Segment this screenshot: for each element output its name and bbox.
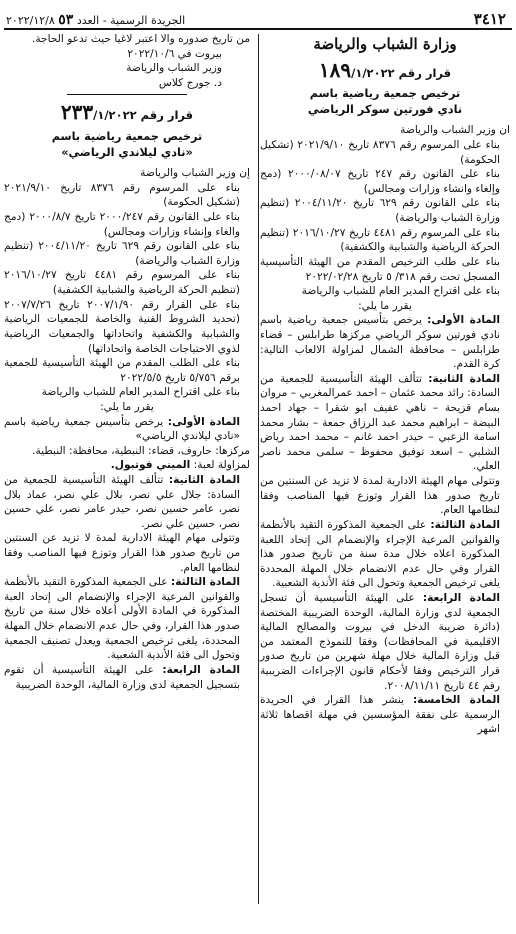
ministry-title: وزارة الشباب والرياضة	[313, 35, 457, 53]
license-title-line2: نادي فورتين سوكر الرياضي	[307, 102, 463, 116]
decides-line: يقرر ما يلي:	[358, 299, 412, 312]
article-3	[4, 575, 250, 663]
article-text: على الجمعية المذكورة التقيد بالأنظمة والقوانين المرعية الإجراء والإنضمام الى إتحاد اللعبة المذكورة اعلاه خلال مدة سنة من تاريخ صدور هذا القرار وفي حال عدم الانضمام خلال المهلة المحددة يلغى ترخيص الجمعية وتحول الى فئة الأندية الشعبية.	[260, 518, 500, 590]
column-divider	[258, 34, 259, 904]
preamble-item: بناء على اقتراح المدير العام للشباب والرياضة	[41, 386, 240, 399]
decree-suffix: /١/٢٠٢٢	[93, 108, 137, 123]
article-label: المادة الرابعة:	[162, 663, 240, 676]
preamble-item: بناء على المرسوم رقم ٨٣٧٦ تاريخ ٢٠٢١/٩/١٠ (تشكيل الحكومة)	[260, 139, 500, 166]
article-4	[4, 663, 250, 692]
article-text: يرخص بتأسيس جمعية رياضية باسم «نادي ليلاندي الرياضي»	[4, 415, 240, 443]
decree-num: ٢٣٣	[60, 100, 94, 125]
article-3	[260, 518, 510, 591]
article-4	[260, 591, 510, 693]
article-label: المادة الرابعة:	[422, 591, 500, 604]
preamble-item: بناء على المرسوم رقم ٨٣٧٦ تاريخ ٢٠٢١/٩/١٠ (تشكيل الحكومة)	[4, 181, 240, 209]
preamble-item: بناء على المرسوم رقم ٤٤٨١ تاريخ ٢٠١٦/١٠/٢٧ (تنظيم الحركة الرياضية والشبابية والكشفية)	[260, 226, 500, 254]
license-title-line1: ترخيص جمعية رياضية باسم	[51, 130, 203, 144]
journal-issue	[4, 12, 185, 28]
license-title-line1: ترخيص جمعية رياضية باسم	[309, 87, 461, 101]
license-title-line2: «نادي ليلاندي الرياضي»	[61, 145, 193, 159]
decree-num: ١٨٩	[318, 57, 352, 82]
preamble-item: بناء على القانون رقم ٦٢٩ تاريخ ٢٠٠٤/١١/٢٠ (تنظيم وزارة الشباب والرياضة)	[260, 197, 500, 225]
article-text: تتألف الهيئة التأسيسية للجمعية من السادة: جلال علي نصر، بلال علي نصر، عماد بلال نصر، عامر حسين نصر، حيدر عامر نصر، علي حسين نصر، حسين علي نصر.	[4, 473, 240, 530]
decree-label: قرار رقم	[398, 65, 452, 80]
preamble-item: بناء على الطلب المقدم من الهيئة التأسيسية للجمعية برقم ٥/٧٥٦ تاريخ ٢٠٢٢/٥/٥	[4, 357, 240, 384]
games-value: الميني فوتبول.	[110, 459, 191, 472]
preamble-item: بناء على اقتراح المدير العام للشباب والرياضة	[301, 285, 500, 298]
preamble-item: بناء على القانون رقم ٢٤٧ تاريخ ٢٠٠٠/٠٨/٠٧ (دمج وإلغاء وانشاء وزارات ومجالس)	[260, 168, 500, 195]
article-label: المادة الثالثة:	[171, 576, 240, 589]
decree-label: قرار رقم	[140, 108, 194, 123]
article-2	[4, 473, 250, 531]
preamble-item: بناء على المرسوم رقم ٤٤٨١ تاريخ ٢٠١٦/١٠/٢٧ (تنظيم الحركة الرياضية والشبابية الكشفية)	[4, 269, 240, 297]
continuation-text: من تاريخ صدوره والا اعتبر لاغيا حيث تدعو الحاجة.	[32, 33, 250, 45]
minister-name: د. جورج كلاس	[158, 76, 222, 89]
article-1-games	[4, 458, 250, 473]
decree-number	[4, 99, 250, 127]
preamble-intro: إن وزير الشباب والرياضة	[140, 167, 250, 180]
decides-line: يقرر ما يلي:	[100, 400, 154, 413]
article-5	[260, 693, 510, 737]
article-label: المادة الخامسة:	[413, 694, 501, 707]
article-text: على الهيئة التأسيسية أن تسجل الجمعية لدى وزارة المالية، الوحدة الضريبية المختصة (دائرة ضريبة الدخل في بيروت والمصالح المالية الاقليمية في المحافظات) وفقا للنموذج المعتمد من قبل وزارة المالية خلال مهلة شهرين من تاريخ صدور قرار الترخيص وفقا لأحكام قانون الإجراءات الضريبية رقم ٤٤ تاريخ ٢٠٠٨/١١/١١.	[260, 591, 500, 692]
minister-title: وزير الشباب والرياضة	[126, 62, 222, 75]
article-text: ينشر هذا القرار في الجريدة الرسمية على نفقة المؤسسين في مهلة اقصاها ثلاثة اشهر	[260, 694, 500, 736]
page-header	[4, 4, 512, 30]
article-2-cont: وتتولى مهام الهيئة الادارية لمدة لا تزيد عن السنتين من تاريخ صدور هذا القرار وتوزع فيها المناصب وفقا لنظامها العام.	[260, 475, 500, 517]
games-label: لمزاولة لعبة:	[193, 459, 250, 472]
article-label: المادة الأولى:	[427, 314, 501, 327]
article-label: المادة الثانية:	[168, 473, 240, 486]
preamble-intro: ان وزير الشباب والرياضة	[400, 124, 510, 137]
article-1	[4, 415, 250, 444]
article-text: على الجمعية المذكورة التقيد بالأنظمة والقوانين المرعية الإجراء والإنضمام الى إتحاد العبة المذكورة في المادة الأولى أعلاه خلال سنة من تاريخ صدور هذا القرار، وفي حال عدم الانضمام خلال المهلة المحددة، يلغى ترخيص الجمعية ويعدل تصنيف الجمعية وتحول الى فئة الأندية الشعبية.	[4, 576, 240, 662]
right-column	[260, 32, 510, 737]
preamble-item: بناء على طلب الترخيص المقدم من الهيئة التأسيسية المسجل تحت رقم ٣١٨/ ٥ تاريخ ٢٠٢٢/٠٢/٢٨	[260, 255, 500, 283]
issue-date: ٢٠٢٢/١٢/٨	[6, 14, 55, 27]
preamble-item: بناء على القانون رقم ٦٢٩ تاريخ ٢٠٠٤/١١/٢٠ (تنظيم وزارة الشباب والرياضة)	[4, 240, 240, 267]
left-column	[4, 32, 250, 692]
article-label: المادة الثالثة:	[430, 518, 500, 531]
article-2-cont: وتتولى مهام الهيئة الادارية لمدة لا تزيد عن السنتين من تاريخ صدور هذا القرار وتوزع فيها المناصب وفقا لنظامها العام.	[4, 532, 240, 574]
journal-title: الجريدة الرسمية - العدد	[76, 14, 186, 27]
preamble-item: بناء على القرار رقم ٢٠٠٧/١/٩٠ تاريخ ٢٠٠٧/٧/٢٦ (تحديد الشروط الفنية والخاصة للجمعيات الرياضية والشبابية والكشفية واتحاداتها والجمعيات الرياضية لذوي الاحتياجات الخاصة واتحاداتها)	[4, 298, 240, 355]
article-text: يرخص بتأسيس جمعية رياضية باسم نادي فورتين سوكر الرياضي مركزها طرابلس – قضاء طرابلس – محافظة الشمال لمزاولة الالعاب التالية: كرة القدم.	[260, 314, 500, 371]
article-text: تتألف الهيئة التأسيسية للجمعية من السادة: رائد محمد عثمان – احمد عمرالمغربي – مروان بسام قزيحة – ناهي عفيف ابو شقرا – جهاد احمد البيضة – ابراهيم محمد عبد الرزاق جمعة – بشار محمد اسامة الزعبي – حيدر احمد غانم – محمد احمد رياض الشلبي – اسعد توفيق محفوظ – سلمى محمد ناصر العلي.	[260, 372, 500, 473]
article-text: على الهيئة التأسيسية أن تقوم بتسجيل الجمعية لدى وزارة المالية، الوحدة الضريبية	[4, 663, 240, 691]
article-label: المادة الثانية:	[428, 372, 500, 385]
separator-line	[67, 94, 187, 95]
article-1-location: مركزها: حاروف، قضاء: النبطية، محافظة: النبطية.	[32, 444, 250, 457]
article-2	[260, 372, 510, 474]
article-1	[260, 313, 510, 371]
place-date: بيروت في ٢٠٢٢/١٠/٦	[127, 47, 222, 60]
page-number: ٣٤١٢	[473, 10, 506, 28]
issue-number: ٥٣	[58, 12, 74, 28]
preamble-item: بناء على القانون رقم ٢٠٠٠/٢٤٧ تاريخ ٢٠٠٠/٨/٧ (دمج والغاء وإنشاء وزارات ومجالس)	[4, 211, 241, 238]
decree-number	[260, 57, 510, 85]
article-label: المادة الأولى:	[167, 415, 240, 428]
decree-suffix: /١/٢٠٢٢	[351, 65, 395, 80]
